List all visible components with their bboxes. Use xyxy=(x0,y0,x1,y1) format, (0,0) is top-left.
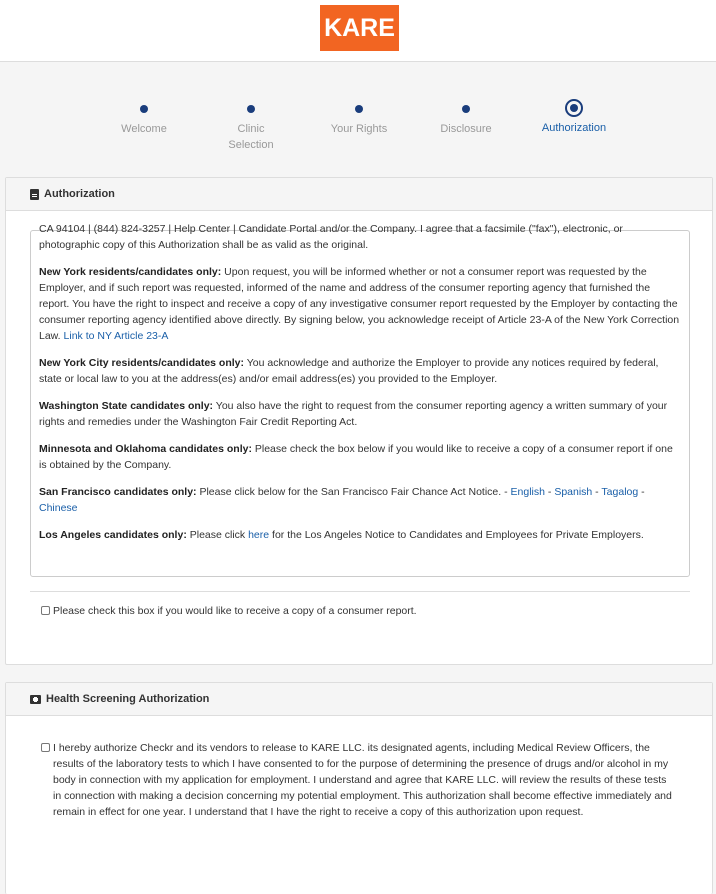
ny-paragraph xyxy=(39,264,683,344)
step-dot-icon xyxy=(247,105,255,113)
progress-steps xyxy=(0,100,716,160)
sf-paragraph xyxy=(39,484,683,516)
sf-sep: - xyxy=(544,486,555,498)
step-dot-icon xyxy=(140,105,148,113)
health-screening-panel xyxy=(5,682,713,894)
authorization-text xyxy=(39,221,683,554)
step-disclosure[interactable] xyxy=(416,100,516,137)
step-clinic-selection[interactable] xyxy=(201,100,301,153)
step-label: Authorization xyxy=(541,122,607,134)
sf-text: Please click below for the San Francisco Fair Chance Act Notice. - xyxy=(196,486,511,498)
sf-tagalog-link[interactable]: Tagalog xyxy=(601,486,639,498)
intro-line-2: photographic copy of this Authorization shall be as valid as the original. xyxy=(39,239,369,251)
sf-english-link[interactable]: English xyxy=(510,486,545,498)
authorization-panel-header xyxy=(6,178,712,211)
sf-sep: - xyxy=(638,486,645,498)
kare-logo[interactable]: KARE xyxy=(320,5,399,51)
wa-text: You also have the right to request from the consumer reporting agency a written summary of your rights and remedies under the Washington Fair Credit Reporting Act. xyxy=(39,400,668,428)
consumer-report-checkbox[interactable] xyxy=(41,606,50,615)
authorization-title: Authorization xyxy=(44,188,115,200)
la-text-2: for the Los Angeles Notice to Candidates and Employees for Private Employers. xyxy=(269,529,644,541)
authorization-scroll-box[interactable] xyxy=(30,223,690,577)
health-screening-panel-header xyxy=(6,683,712,716)
sf-spanish-link[interactable]: Spanish xyxy=(554,486,593,498)
file-text-icon xyxy=(30,189,39,200)
step-label: Clinic Selection xyxy=(228,123,274,151)
la-text-1: Please click xyxy=(186,529,249,541)
health-authorization-checkbox[interactable] xyxy=(41,743,50,752)
step-welcome[interactable] xyxy=(94,100,194,137)
consumer-report-checkbox-row[interactable] xyxy=(41,603,691,619)
step-label: Your Rights xyxy=(330,123,388,135)
step-dot-icon xyxy=(462,105,470,113)
step-dot-icon xyxy=(355,105,363,113)
mn-text: Please check the box below if you would like to receive a copy of a consumer report if one is obtained by the Company. xyxy=(39,443,673,471)
medkit-icon xyxy=(30,695,41,704)
ny-heading: New York residents/candidates only: xyxy=(39,266,222,278)
sf-chinese-link[interactable]: Chinese xyxy=(39,502,78,514)
la-heading: Los Angeles candidates only: xyxy=(39,529,187,541)
header xyxy=(0,0,716,62)
step-label: Welcome xyxy=(121,123,167,135)
step-your-rights[interactable] xyxy=(309,100,409,137)
sf-sep: - xyxy=(592,486,602,498)
authorization-paragraph-intro xyxy=(39,221,683,253)
intro-line-1: CA 94104 | (844) 824-3257 | Help Center | Candidate Portal and/or the Company. I agree that a facsimile ("fax"), electronic, or xyxy=(39,223,623,235)
wa-paragraph xyxy=(39,398,683,430)
ny-text: Upon request, you will be informed whether or not a consumer report was requested by the Employer, and if such report was requested, informed of the name and address of the consumer reporting agency that furnished the report. You have the right to inspect and receive a copy of any investigative consumer report requested by the Employer by contacting the consumer reporting agency identified above directly. By signing below, you acknowledge receipt of Article 23-A of the New York Correction Law. xyxy=(39,266,680,342)
sf-heading: San Francisco candidates only: xyxy=(39,486,197,498)
wa-heading: Washington State candidates only: xyxy=(39,400,214,412)
consumer-report-checkbox-label: Please check this box if you would like to receive a copy of a consumer report. xyxy=(53,605,417,617)
nyc-heading: New York City residents/candidates only: xyxy=(39,357,245,369)
health-authorization-label: I hereby authorize Checkr and its vendors to release to KARE LLC. its designated agents, including Medical Review Officers, the results of the laboratory tests to which I have consented to for the purpose of determining the presence of drugs and/or alcohol in my body in connection with my application for employment. I understand and agree that KARE LLC. will review the results of these tests in connection with making a decision concerning my potential employment. This authorization shall become effective immediately and remain in effect for one year. I understand that I have the right to receive a copy of this authorization upon request. xyxy=(53,742,672,818)
ny-article-link[interactable]: Link to NY Article 23-A xyxy=(63,330,169,342)
step-authorization[interactable] xyxy=(524,99,624,136)
authorization-panel xyxy=(5,177,713,665)
nyc-text: You acknowledge and authorize the Employer to provide any notices required by federal, state or local law to you at the address(es) and/or email address(es) you provided to the Employer. xyxy=(39,357,659,385)
nyc-paragraph xyxy=(39,355,683,387)
divider xyxy=(30,591,690,592)
step-label: Disclosure xyxy=(440,123,492,135)
la-notice-link[interactable]: here xyxy=(248,529,270,541)
mn-heading: Minnesota and Oklahoma candidates only: xyxy=(39,443,252,455)
step-active-ring-icon xyxy=(565,99,583,117)
la-paragraph xyxy=(39,527,683,543)
health-authorization-checkbox-row[interactable] xyxy=(41,740,673,820)
health-screening-title: Health Screening Authorization xyxy=(46,693,210,705)
mn-paragraph xyxy=(39,441,683,473)
